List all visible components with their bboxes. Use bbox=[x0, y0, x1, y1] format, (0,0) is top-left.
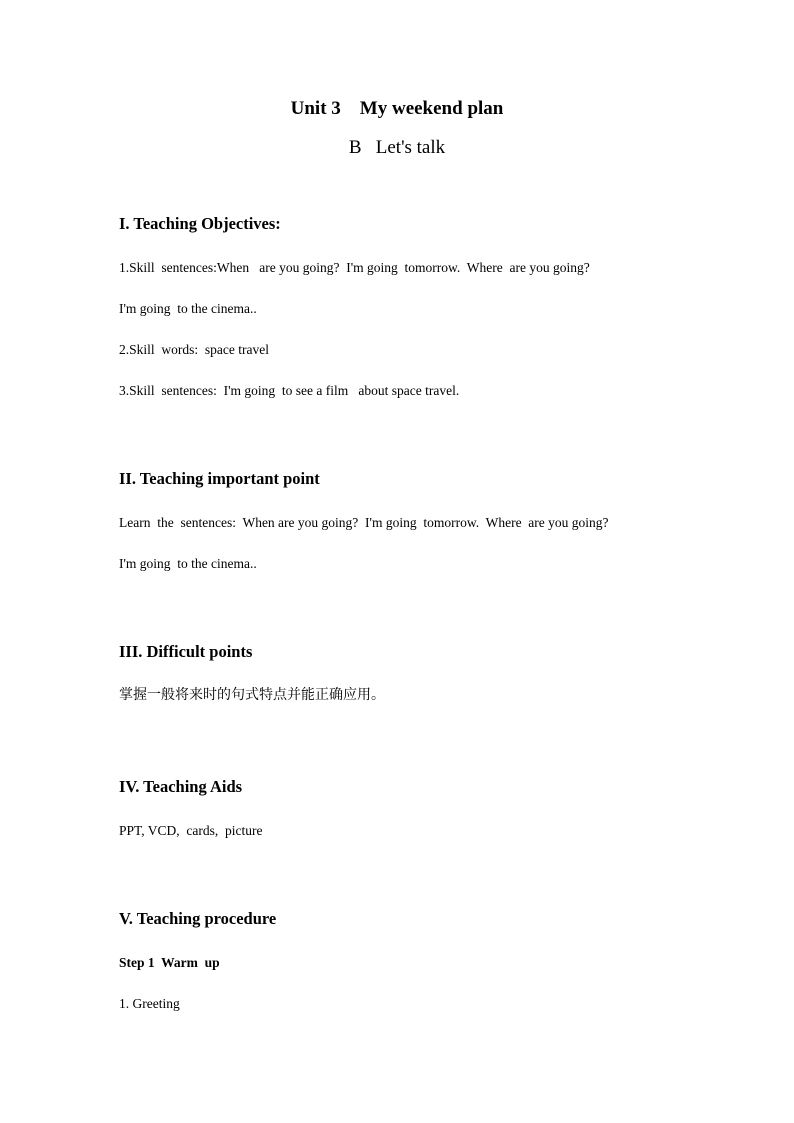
important-point-line-2: I'm going to the cinema.. bbox=[119, 556, 257, 571]
objectives-line-1: 1.Skill sentences:When are you going? I'm going tomorrow. Where are you going? bbox=[119, 260, 590, 275]
objectives-line-3: 2.Skill words: space travel bbox=[119, 342, 269, 357]
objectives-line-2: I'm going to the cinema.. bbox=[119, 301, 257, 316]
important-point-line-1: Learn the sentences: When are you going? I'm going tomorrow. Where are you going? bbox=[119, 515, 609, 530]
document-subtitle: B Let's talk bbox=[348, 137, 446, 158]
teaching-aids-line-1: PPT, VCD, cards, picture bbox=[119, 823, 263, 838]
section-heading-difficult-points: III. Difficult points bbox=[119, 642, 253, 661]
procedure-line-1: 1. Greeting bbox=[119, 996, 180, 1011]
section-heading-objectives: I. Teaching Objectives: bbox=[119, 214, 281, 233]
procedure-step-1: Step 1 Warm up bbox=[119, 955, 220, 970]
objectives-line-4: 3.Skill sentences: I'm going to see a film about space travel. bbox=[119, 383, 460, 398]
section-heading-important-point: II. Teaching important point bbox=[119, 469, 320, 488]
section-heading-teaching-aids: IV. Teaching Aids bbox=[119, 777, 243, 796]
section-heading-procedure: V. Teaching procedure bbox=[119, 909, 277, 928]
document-title: Unit 3 My weekend plan bbox=[290, 98, 504, 119]
difficult-points-line-1: 掌握一般将来时的句式特点并能正确应用。 bbox=[119, 687, 385, 703]
